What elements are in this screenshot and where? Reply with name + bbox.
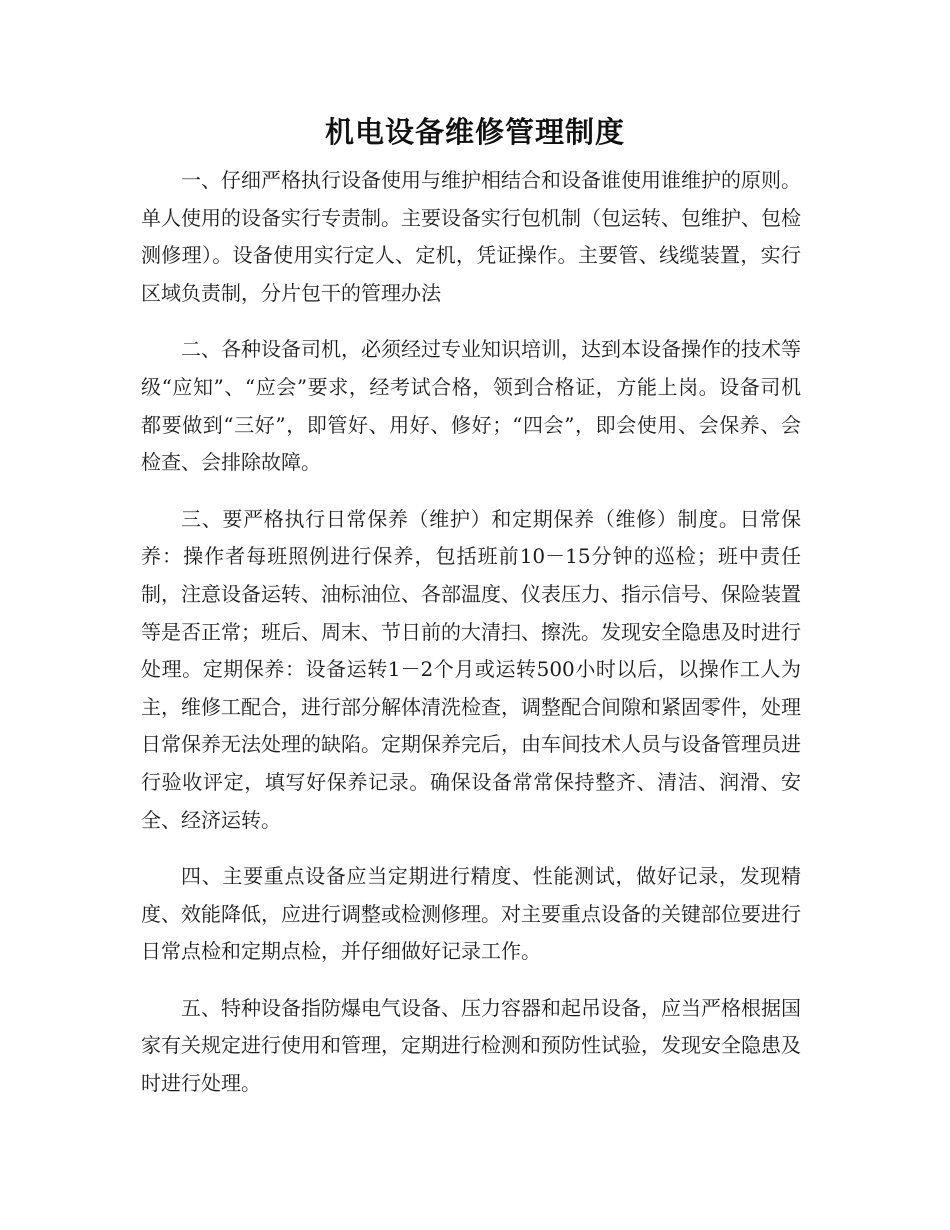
paragraph-4: 四、主要重点设备应当定期进行精度、性能测试，做好记录，发现精度、效能降低，应进行调整或检测修理。对主要重点设备的关键部位要进行日常点检和定期点检，并仔细做好记录工作。 [141,864,801,964]
paragraph-3: 三、要严格执行日常保养（维护）和定期保养（维修）制度。日常保养：操作者每班照例进行保养，包括班前10－15分钟的巡检；班中责任制，注意设备运转、油标油位、各部温度、仪表压力、指示信号、保险装置等是否正常；班后、周末、节日前的大清扫、擦洗。发现安全隐患及时进行处理。定期保养：设备运转1－2个月或运转500小时以后，以操作工人为主，维修工配合，进行部分解体清洗检查，调整配合间隙和紧固零件，处理日常保养无法处理的缺陷。定期保养完后，由车间技术人员与设备管理员进行验收评定，填写好保养记录。确保设备常常保持整齐、清洁、润滑、安全、经济运转。 [141,506,801,832]
paragraph-1: 一、仔细严格执行设备使用与维护相结合和设备谁使用谁维护的原则。单人使用的设备实行专责制。主要设备实行包机制（包运转、包维护、包检测修理）。设备使用实行定人、定机，凭证操作。主要管、线缆装置，实行区域负责制，分片包干的管理办法 [141,168,801,305]
document-body [141,162,801,1103]
document-title: 机电设备维修管理制度 [324,115,625,149]
paragraph-5: 五、特种设备指防爆电气设备、压力容器和起吊设备，应当严格根据国家有关规定进行使用和管理，定期进行检测和预防性试验，发现安全隐患及时进行处理。 [141,995,801,1096]
paragraph-2: 二、各种设备司机，必须经过专业知识培训，达到本设备操作的技术等级“应知”、“应会”要求，经考试合格，领到合格证，方能上岗。设备司机都要做到“三好”，即管好、用好、修好；“四会”，即会使用、会保养、会检查、会排除故障。 [141,337,801,475]
